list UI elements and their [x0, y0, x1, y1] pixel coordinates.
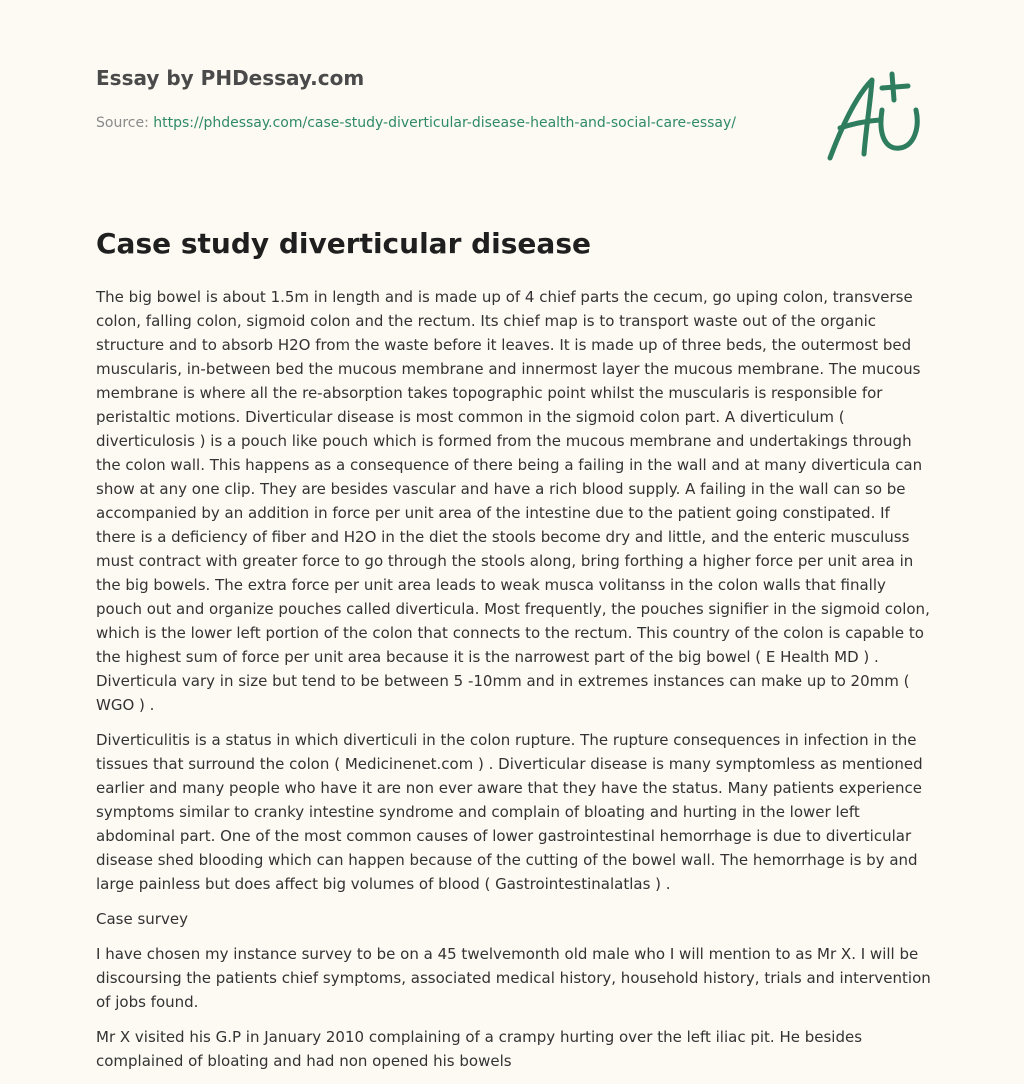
paragraph: Mr X visited his G.P in January 2010 complaining of a crampy hurting over the left iliac pit. He besides complained of bloating and had non opened his bowels: [96, 1028, 863, 1070]
paragraph: Diverticulitis is a status in which diverticuli in the colon rupture. The rupture consequences in infection in the tissues that surround the colon ( Medicinenet.com ) . Diverticular disease is many symptomless as mentioned earlier and many people who have it are non ever aware that they have the status. Many patients experience symptoms similar to cranky intestine syndrome and complain of bloating and hurting in the lower left abdominal part. One of the most common causes of lower gastrointestinal hemorrhage is due to diverticular disease shed blooding which can happen because of the cutting of the bowel wall. The hemorrhage is by and large painless but does affect big volumes of blood ( Gastrointestinalatlas ) .: [96, 731, 923, 893]
document-body: [96, 285, 934, 1084]
site-title: Essay by PHDessay.com: [96, 66, 365, 90]
source-link[interactable]: https://phdessay.com/case-study-diverticular-disease-health-and-social-care-essay/: [153, 115, 736, 131]
page-header: [96, 64, 796, 135]
a-plus-logo-icon: [820, 66, 930, 166]
paragraph: The big bowel is about 1.5m in length and is made up of 4 chief parts the cecum, go uping colon, transverse colon, falling colon, sigmoid colon and the rectum. Its chief map is to transport waste out of the organic structure and to absorb H2O from the waste before it leaves. It is made up of three beds, the outermost bed muscularis, in-between bed the mucous membrane and innermost layer the mucous membrane. The mucous membrane is where all the re-absorption takes topographic point whilst the muscularis is responsible for peristaltic motions. Diverticular disease is most common in the sigmoid colon part. A diverticulum ( diverticulosis ) is a pouch like pouch which is formed from the mucous membrane and undertakings through the colon wall. This happens as a consequence of there being a failing in the wall and at many diverticula can show at any one clip. They are besides vascular and have a rich blood supply. A failing in the wall can so be accompanied by an addition in force per unit area of the intestine due to the patient going constipated. If there is a deficiency of fiber and H2O in the diet the stools become dry and little, and the enteric musculuss must contract with greater force to go through the stools along, bring forthing a higher force per unit area in the big bowels. The extra force per unit area leads to weak musca volitanss in the colon walls that finally pouch out and organize pouches called diverticula. Most frequently, the pouches signifier in the sigmoid colon, which is the lower left portion of the colon that connects to the rectum. This country of the colon is capable to the highest sum of force per unit area because it is the narrowest part of the big bowel ( E Health MD ) . Diverticula vary in size but tend to be between 5 -10mm and in extremes instances can make up to 20mm ( WGO ) .: [96, 288, 930, 714]
source-line: [96, 112, 756, 135]
source-label: Source:: [96, 115, 149, 131]
document-title: Case study diverticular disease: [96, 227, 591, 260]
paragraph: I have chosen my instance survey to be on a 45 twelvemonth old male who I will mention to as Mr X. I will be discoursing the patients chief symptoms, associated medical history, household history, trials and intervention of jobs found.: [96, 945, 931, 1011]
section-heading: Case survey: [96, 910, 188, 928]
